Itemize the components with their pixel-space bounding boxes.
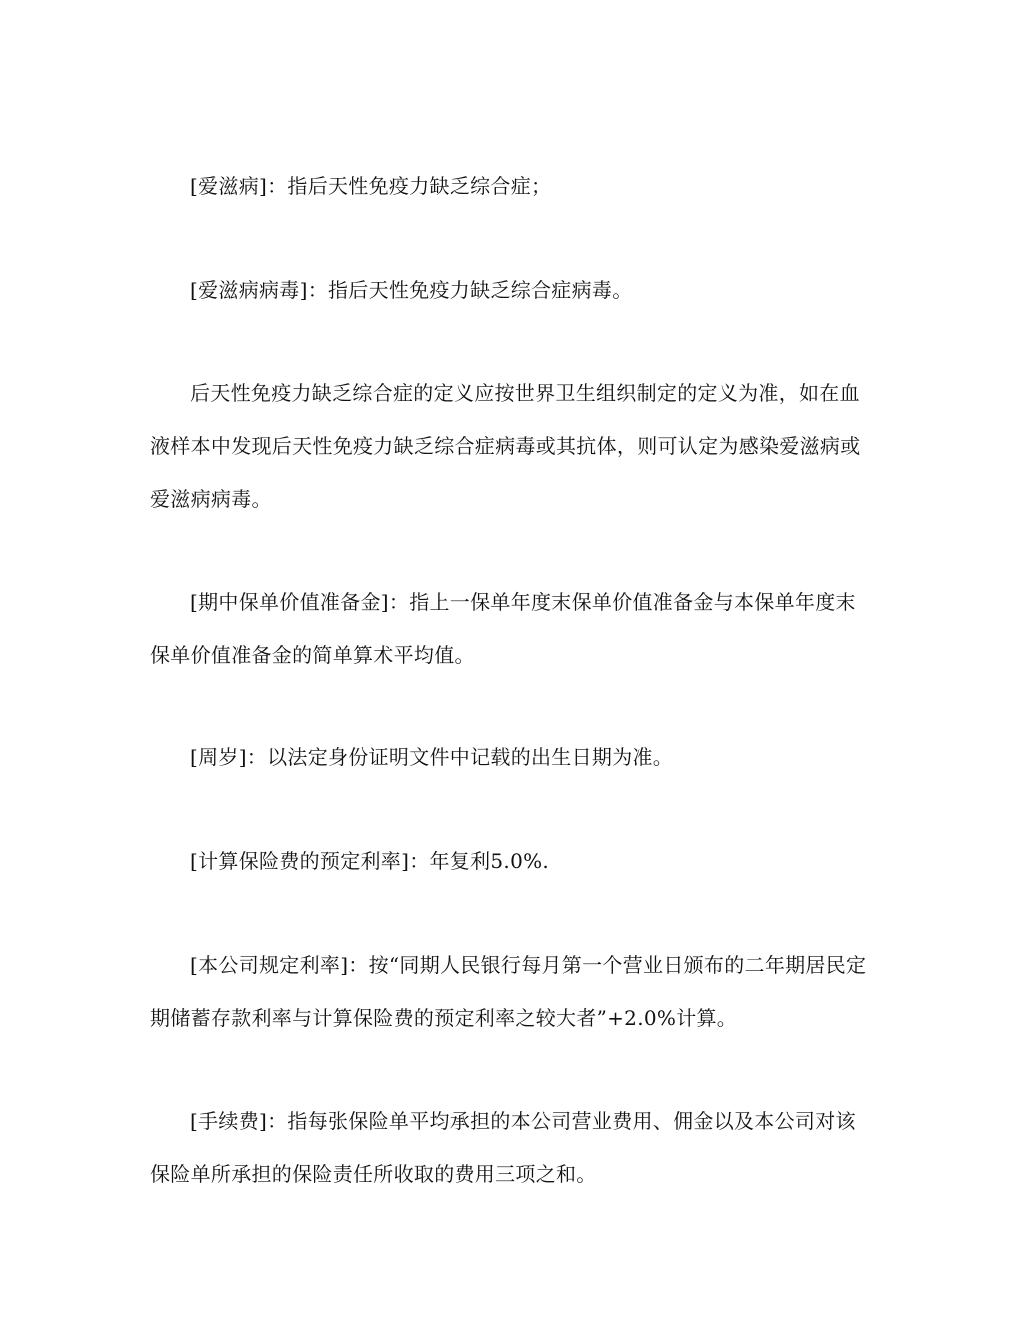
- definition-pricing-interest-rate: [计算保险费的预定利率]：年复利5.0%.: [190, 849, 550, 873]
- definition-handling-fee: [手续费]：指每张保险单平均承担的本公司营业费用、佣金以及本公司对该保险单所承担的保险责任所收取的费用三项之和。: [150, 1109, 856, 1186]
- definition-mid-term-reserve: [期中保单价值准备金]：指上一保单年度末保单价值准备金与本保单年度末保单价值准备金的简单算术平均值。: [150, 590, 856, 667]
- definition-company-interest-rate: [本公司规定利率]：按“同期人民银行每月第一个营业日颁布的二年期居民定期储蓄存款利率与计算保险费的预定利率之较大者”+2.0%计算。: [150, 953, 867, 1030]
- definition-aids: [爱滋病]：指后天性免疫力缺乏综合症；: [190, 174, 552, 198]
- definition-hiv: [爱滋病病毒]：指后天性免疫力缺乏综合症病毒。: [190, 278, 633, 302]
- definition-age: [周岁]：以法定身份证明文件中记载的出生日期为准。: [190, 745, 674, 769]
- aids-definition-paragraph: 后天性免疫力缺乏综合症的定义应按世界卫生组织制定的定义为准，如在血液样本中发现后天性免疫力缺乏综合症病毒或其抗体，则可认定为感染爱滋病或爱滋病病毒。: [150, 381, 861, 511]
